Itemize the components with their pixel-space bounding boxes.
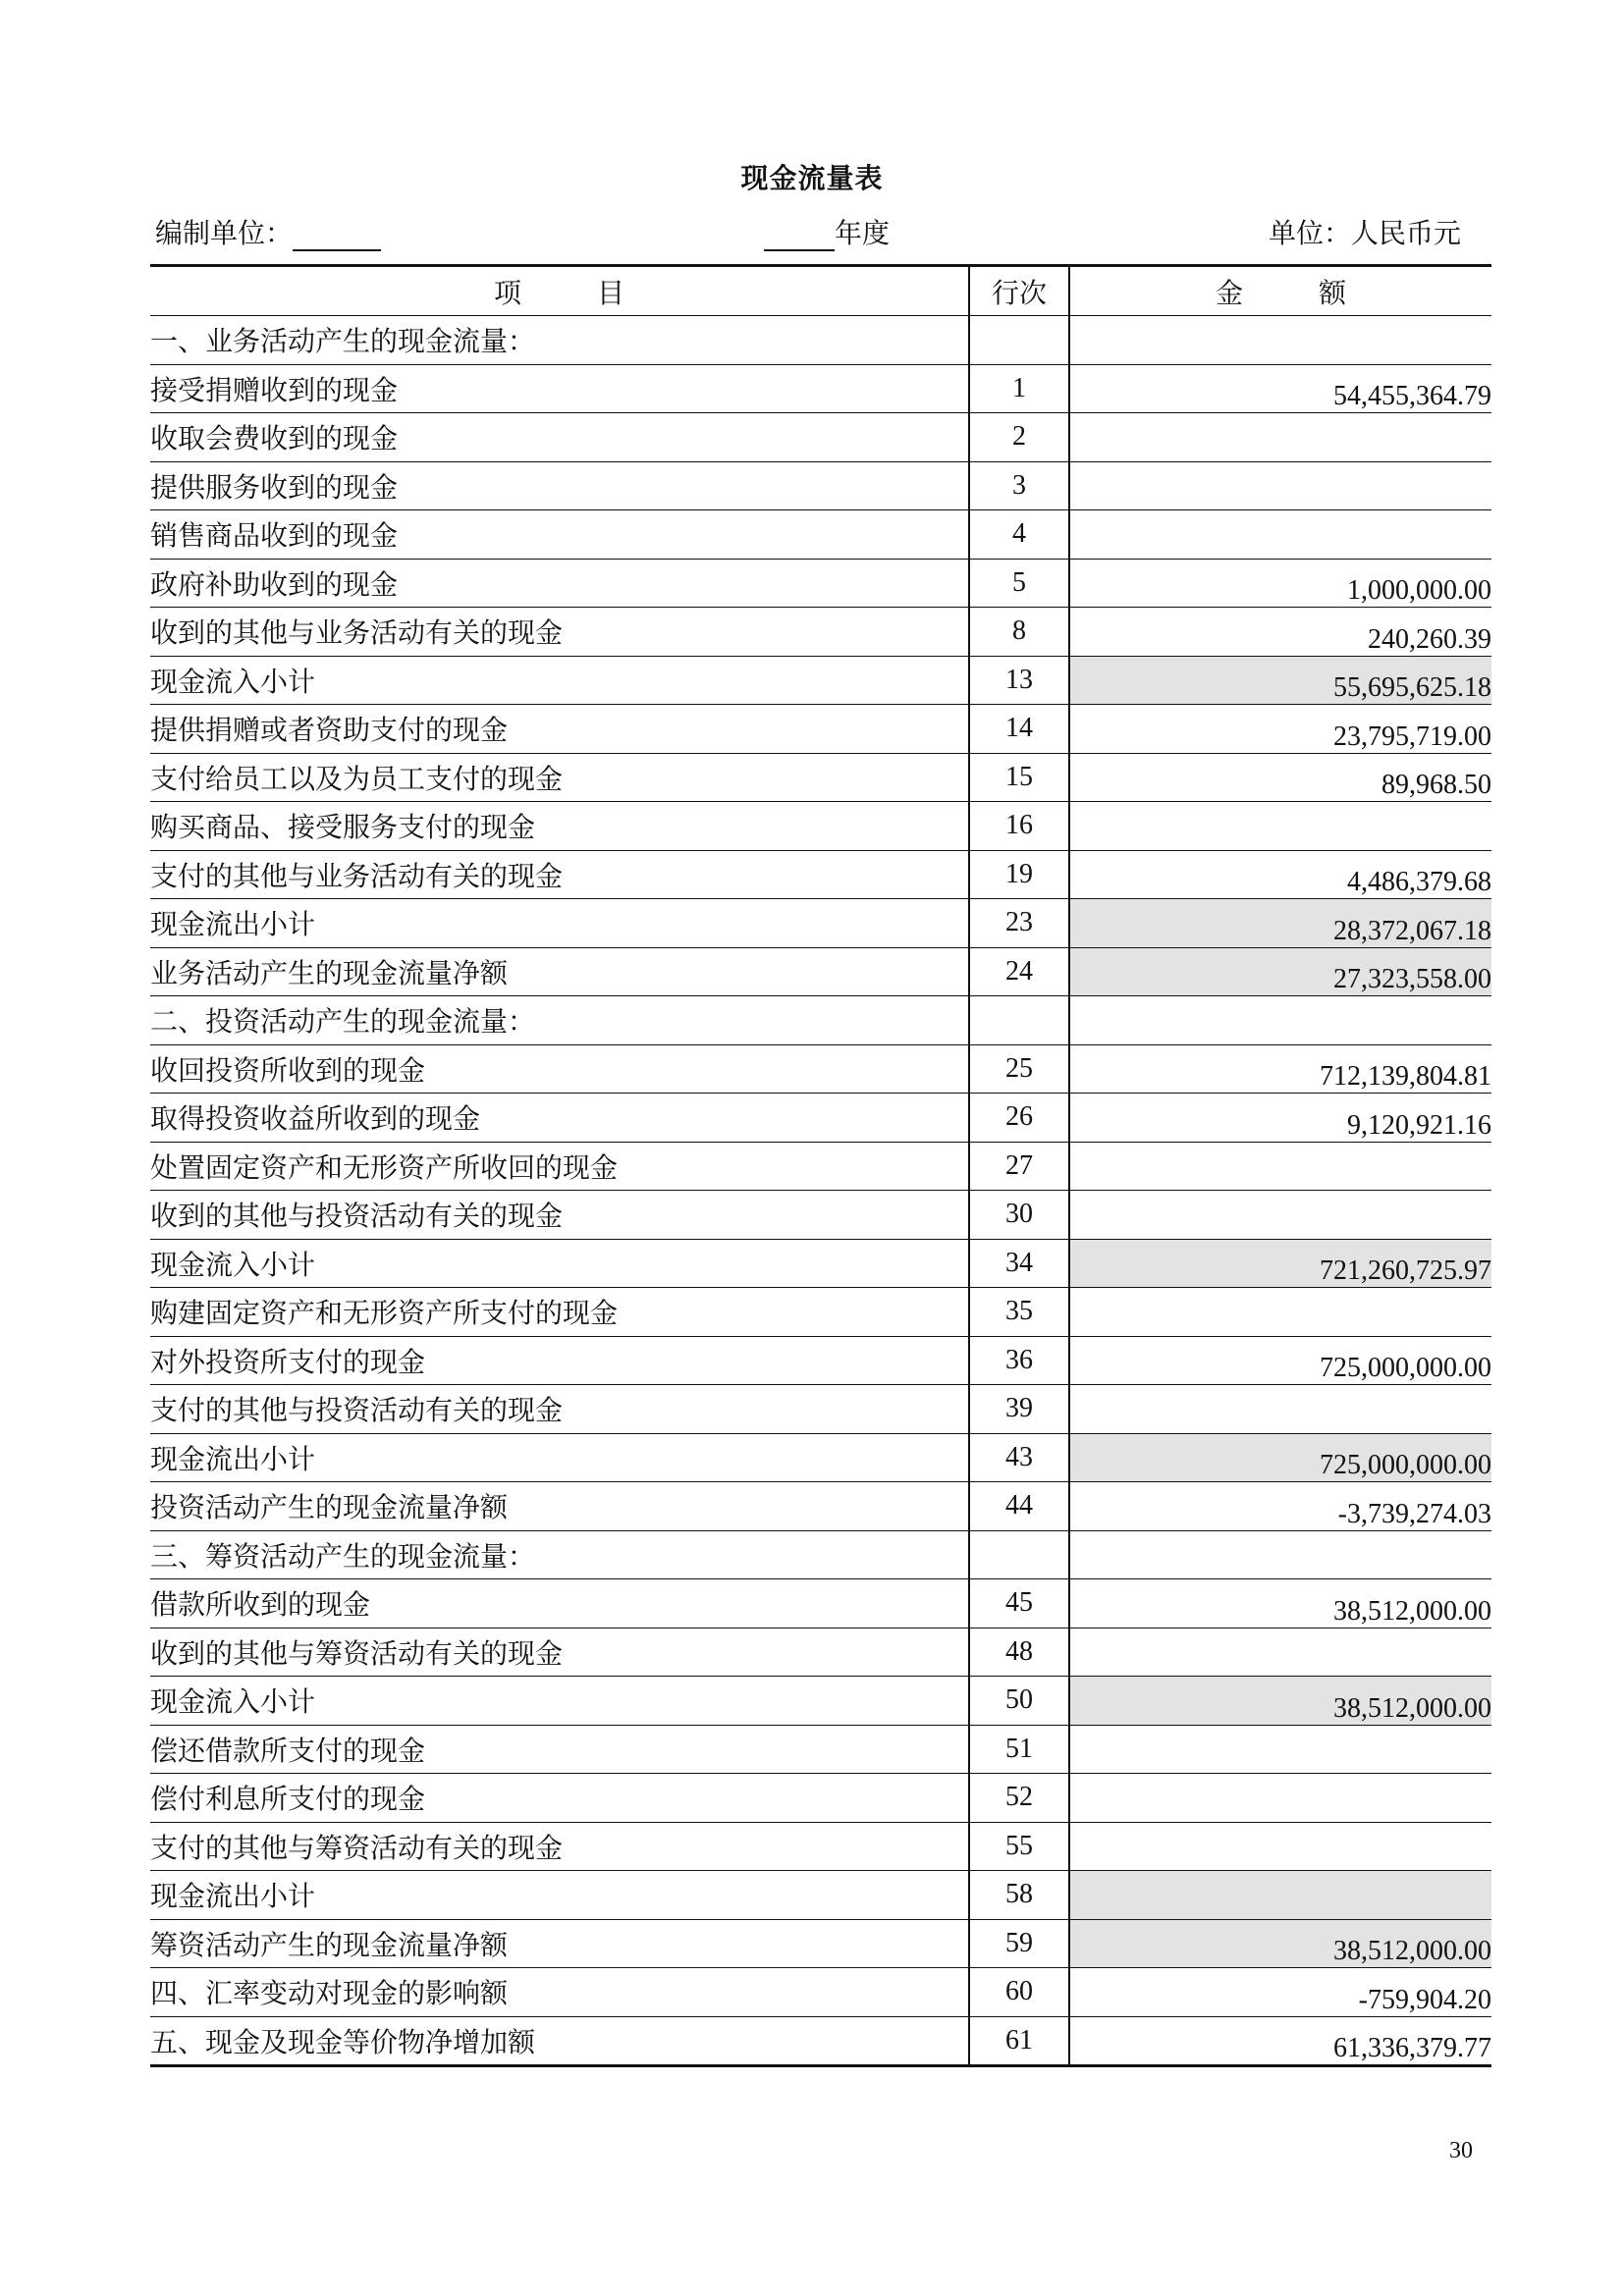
table-row — [150, 1579, 1491, 1629]
row-line-number: 43 — [969, 1433, 1069, 1482]
row-line-number: 26 — [969, 1094, 1069, 1143]
row-line-number: 3 — [969, 461, 1069, 510]
row-item: 现金流出小计 — [150, 1871, 969, 1920]
row-amount: 27,323,558.00 — [1069, 947, 1491, 996]
row-amount — [1069, 1142, 1491, 1191]
row-amount: -3,739,274.03 — [1069, 1482, 1491, 1531]
header-line: 行次 — [969, 266, 1069, 316]
row-line-number: 19 — [969, 850, 1069, 899]
row-item: 支付给员工以及为员工支付的现金 — [150, 753, 969, 802]
page-number: 30 — [1449, 2138, 1473, 2163]
cash-flow-table — [150, 264, 1491, 2067]
row-amount: 55,695,625.18 — [1069, 656, 1491, 705]
row-line-number: 13 — [969, 656, 1069, 705]
row-line-number: 5 — [969, 559, 1069, 608]
row-line-number: 16 — [969, 802, 1069, 851]
table-header — [150, 266, 1491, 316]
row-item: 提供服务收到的现金 — [150, 461, 969, 510]
row-amount — [1069, 1871, 1491, 1920]
row-amount: 38,512,000.00 — [1069, 1579, 1491, 1629]
table-row — [150, 1530, 1491, 1579]
row-item: 收到的其他与投资活动有关的现金 — [150, 1191, 969, 1240]
row-item: 支付的其他与业务活动有关的现金 — [150, 850, 969, 899]
page-title: 现金流量表 — [740, 162, 884, 194]
row-amount — [1069, 1725, 1491, 1774]
row-amount: -759,904.20 — [1069, 1968, 1491, 2017]
row-amount — [1069, 1822, 1491, 1871]
table-row — [150, 1968, 1491, 2017]
row-amount — [1069, 1530, 1491, 1579]
row-line-number: 50 — [969, 1677, 1069, 1726]
table-row — [150, 1725, 1491, 1774]
row-line-number: 35 — [969, 1288, 1069, 1337]
row-line-number: 14 — [969, 705, 1069, 754]
row-amount — [1069, 1774, 1491, 1823]
row-line-number: 58 — [969, 1871, 1069, 1920]
row-amount — [1069, 1288, 1491, 1337]
row-item: 支付的其他与筹资活动有关的现金 — [150, 1822, 969, 1871]
row-line-number: 55 — [969, 1822, 1069, 1871]
year-label: 年度 — [835, 217, 891, 249]
row-line-number: 23 — [969, 899, 1069, 948]
row-amount: 23,795,719.00 — [1069, 705, 1491, 754]
row-amount: 54,455,364.79 — [1069, 364, 1491, 413]
row-line-number: 25 — [969, 1044, 1069, 1094]
row-amount: 725,000,000.00 — [1069, 1336, 1491, 1385]
row-amount — [1069, 1385, 1491, 1434]
row-item: 提供捐赠或者资助支付的现金 — [150, 705, 969, 754]
row-item: 现金流入小计 — [150, 1677, 969, 1726]
row-item: 现金流入小计 — [150, 1239, 969, 1288]
table-row — [150, 753, 1491, 802]
row-item: 二、投资活动产生的现金流量： — [150, 996, 969, 1045]
row-line-number — [969, 1530, 1069, 1579]
table-row — [150, 1288, 1491, 1337]
row-item: 收取会费收到的现金 — [150, 413, 969, 462]
table-row — [150, 559, 1491, 608]
row-line-number: 60 — [969, 1968, 1069, 2017]
row-line-number: 36 — [969, 1336, 1069, 1385]
year-blank — [764, 220, 835, 251]
row-amount — [1069, 316, 1491, 365]
org-line — [155, 212, 381, 251]
table-row — [150, 899, 1491, 948]
row-amount: 725,000,000.00 — [1069, 1433, 1491, 1482]
row-line-number: 45 — [969, 1579, 1069, 1629]
row-line-number — [969, 316, 1069, 365]
table-row — [150, 1336, 1491, 1385]
table-row — [150, 656, 1491, 705]
table-row — [150, 461, 1491, 510]
row-amount: 721,260,725.97 — [1069, 1239, 1491, 1288]
report-meta — [155, 212, 1461, 251]
row-amount — [1069, 802, 1491, 851]
table-row — [150, 1044, 1491, 1094]
table-row — [150, 705, 1491, 754]
row-item: 购建固定资产和无形资产所支付的现金 — [150, 1288, 969, 1337]
table-row — [150, 2016, 1491, 2066]
row-item: 现金流出小计 — [150, 1433, 969, 1482]
header-amount: 金 额 — [1069, 266, 1491, 316]
row-item: 收到的其他与筹资活动有关的现金 — [150, 1628, 969, 1677]
org-label: 编制单位： — [155, 217, 294, 249]
row-item: 收到的其他与业务活动有关的现金 — [150, 608, 969, 657]
row-item: 业务活动产生的现金流量净额 — [150, 947, 969, 996]
table-row — [150, 510, 1491, 560]
row-item: 三、筹资活动产生的现金流量： — [150, 1530, 969, 1579]
row-line-number: 1 — [969, 364, 1069, 413]
row-item: 销售商品收到的现金 — [150, 510, 969, 560]
row-item: 偿还借款所支付的现金 — [150, 1725, 969, 1774]
row-item: 接受捐赠收到的现金 — [150, 364, 969, 413]
row-item: 对外投资所支付的现金 — [150, 1336, 969, 1385]
row-amount — [1069, 1191, 1491, 1240]
row-amount — [1069, 996, 1491, 1045]
row-amount — [1069, 510, 1491, 560]
row-line-number: 52 — [969, 1774, 1069, 1823]
row-line-number: 44 — [969, 1482, 1069, 1531]
row-line-number — [969, 996, 1069, 1045]
row-amount: 712,139,804.81 — [1069, 1044, 1491, 1094]
currency-label: 单位：人民币元 — [1268, 217, 1461, 249]
header-item: 项 目 — [150, 266, 969, 316]
row-line-number: 39 — [969, 1385, 1069, 1434]
row-item: 政府补助收到的现金 — [150, 559, 969, 608]
table-row — [150, 1677, 1491, 1726]
table-row — [150, 364, 1491, 413]
row-line-number: 8 — [969, 608, 1069, 657]
row-line-number: 24 — [969, 947, 1069, 996]
row-line-number: 2 — [969, 413, 1069, 462]
row-amount: 240,260.39 — [1069, 608, 1491, 657]
row-item: 筹资活动产生的现金流量净额 — [150, 1919, 969, 1968]
row-amount: 4,486,379.68 — [1069, 850, 1491, 899]
table-row — [150, 1628, 1491, 1677]
row-line-number: 34 — [969, 1239, 1069, 1288]
row-item: 现金流出小计 — [150, 899, 969, 948]
row-item: 投资活动产生的现金流量净额 — [150, 1482, 969, 1531]
row-line-number: 15 — [969, 753, 1069, 802]
row-line-number: 61 — [969, 2016, 1069, 2066]
table-row — [150, 947, 1491, 996]
row-item: 一、业务活动产生的现金流量： — [150, 316, 969, 365]
table-row — [150, 1094, 1491, 1143]
row-line-number: 4 — [969, 510, 1069, 560]
row-item: 偿付利息所支付的现金 — [150, 1774, 969, 1823]
row-item: 四、汇率变动对现金的影响额 — [150, 1968, 969, 2017]
row-line-number: 48 — [969, 1628, 1069, 1677]
row-line-number: 51 — [969, 1725, 1069, 1774]
row-item: 收回投资所收到的现金 — [150, 1044, 969, 1094]
row-amount: 1,000,000.00 — [1069, 559, 1491, 608]
row-item: 取得投资收益所收到的现金 — [150, 1094, 969, 1143]
row-item: 购买商品、接受服务支付的现金 — [150, 802, 969, 851]
table-row — [150, 316, 1491, 365]
table-row — [150, 413, 1491, 462]
row-amount — [1069, 1628, 1491, 1677]
table-row — [150, 1919, 1491, 1968]
row-line-number: 27 — [969, 1142, 1069, 1191]
table-row — [150, 1433, 1491, 1482]
row-item: 五、现金及现金等价物净增加额 — [150, 2016, 969, 2066]
table-row — [150, 1871, 1491, 1920]
year-line — [764, 212, 890, 251]
row-item: 现金流入小计 — [150, 656, 969, 705]
row-amount: 28,372,067.18 — [1069, 899, 1491, 948]
row-amount: 9,120,921.16 — [1069, 1094, 1491, 1143]
table-row — [150, 1142, 1491, 1191]
table-row — [150, 1482, 1491, 1531]
table-row — [150, 1774, 1491, 1823]
table-row — [150, 1191, 1491, 1240]
table-row — [150, 802, 1491, 851]
row-amount: 61,336,379.77 — [1069, 2016, 1491, 2066]
table-row — [150, 996, 1491, 1045]
table-row — [150, 608, 1491, 657]
table-row — [150, 1385, 1491, 1434]
row-amount — [1069, 461, 1491, 510]
row-line-number: 30 — [969, 1191, 1069, 1240]
row-line-number: 59 — [969, 1919, 1069, 1968]
row-amount: 38,512,000.00 — [1069, 1677, 1491, 1726]
row-item: 借款所收到的现金 — [150, 1579, 969, 1629]
table-row — [150, 1822, 1491, 1871]
table-row — [150, 1239, 1491, 1288]
org-blank — [293, 220, 381, 251]
row-amount: 38,512,000.00 — [1069, 1919, 1491, 1968]
row-amount: 89,968.50 — [1069, 753, 1491, 802]
row-amount — [1069, 413, 1491, 462]
row-item: 处置固定资产和无形资产所收回的现金 — [150, 1142, 969, 1191]
row-item: 支付的其他与投资活动有关的现金 — [150, 1385, 969, 1434]
table-row — [150, 850, 1491, 899]
